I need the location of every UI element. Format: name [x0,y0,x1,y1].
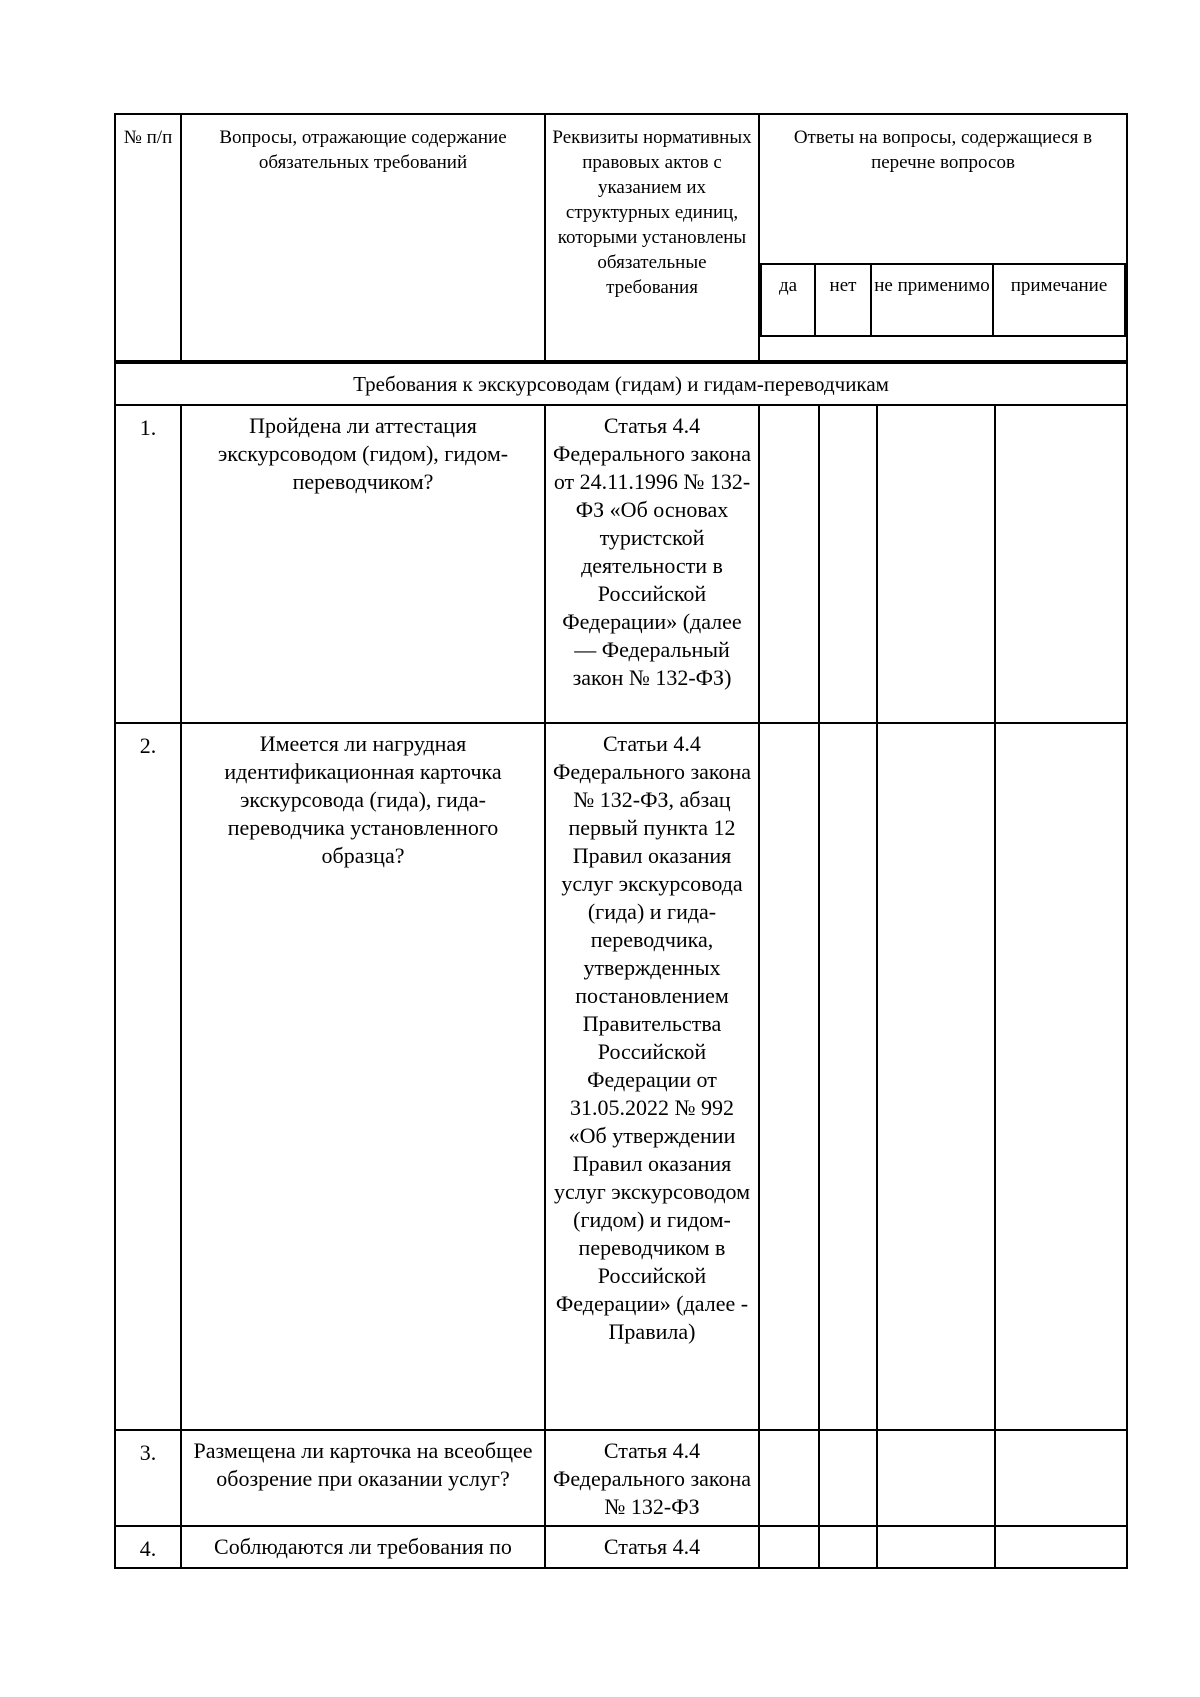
answer-na-cell[interactable] [877,1526,995,1568]
answer-no-cell[interactable] [819,1430,877,1526]
row-num: 3. [115,1430,181,1526]
header-requisites: Реквизиты нормативных правовых актов с указанием их структурных единиц, которыми установлены обязательные требования [545,114,759,363]
answer-note-cell[interactable] [995,1430,1127,1526]
answer-yes-cell[interactable] [759,1430,819,1526]
row-question: Пройдена ли аттестация экскурсоводом (гидом), гидом-переводчиком? [181,405,545,723]
row-requisite: Статья 4.4 Федерального закона № 132-ФЗ [545,1430,759,1526]
answer-no-cell[interactable] [819,723,877,1430]
answer-no-cell[interactable] [819,1526,877,1568]
answer-yes-cell[interactable] [759,723,819,1430]
answer-note-cell[interactable] [995,1526,1127,1568]
answer-na-cell[interactable] [877,405,995,723]
header-answers-title: Ответы на вопросы, содержащиеся в перечне вопросов [793,127,1093,173]
header-yes: да [761,264,815,336]
answer-yes-cell[interactable] [759,1526,819,1568]
header-no: нет [815,264,871,336]
answer-note-cell[interactable] [995,723,1127,1430]
answers-subheader [760,263,1126,337]
checklist-table [114,360,1128,1569]
row-num: 4. [115,1526,181,1568]
answer-yes-cell[interactable] [759,405,819,723]
row-question: Размещена ли карточка на всеобщее обозрение при оказании услуг? [181,1430,545,1526]
answer-no-cell[interactable] [819,405,877,723]
answer-note-cell[interactable] [995,405,1127,723]
header-na: не применимо [871,264,993,336]
row-requisite: Статьи 4.4 Федерального закона № 132-ФЗ, абзац первый пункта 12 Правил оказания услуг экскурсовода (гида) и гида-переводчика, утвержденных постановлением Правительства Российской Федерации от 31.05.2022 № 992 «Об утверждении Правил оказания услуг экскурсоводом (гидом) и гидом-переводчиком в Российской Федерации» (далее - Правила) [545,723,759,1430]
checklist-header-table [114,113,1128,364]
row-num: 1. [115,405,181,723]
header-questions: Вопросы, отражающие содержание обязательных требований [181,114,545,363]
answer-na-cell[interactable] [877,723,995,1430]
row-requisite: Статья 4.4 Федерального закона от 24.11.1996 № 132-ФЗ «Об основах туристской деятельности в Российской Федерации» (далее — Федеральный закон № 132-ФЗ) [545,405,759,723]
answer-na-cell[interactable] [877,1430,995,1526]
row-question: Соблюдаются ли требования по [181,1526,545,1568]
header-num: № п/п [115,114,181,363]
section-title: Требования к экскурсоводам (гидам) и гидам-переводчикам [115,361,1127,405]
header-answers [759,114,1127,363]
row-num: 2. [115,723,181,1430]
row-question: Имеется ли нагрудная идентификационная карточка экскурсовода (гида), гида-переводчика установленного образца? [181,723,545,1430]
header-note: примечание [993,264,1125,336]
row-requisite: Статья 4.4 [545,1526,759,1568]
